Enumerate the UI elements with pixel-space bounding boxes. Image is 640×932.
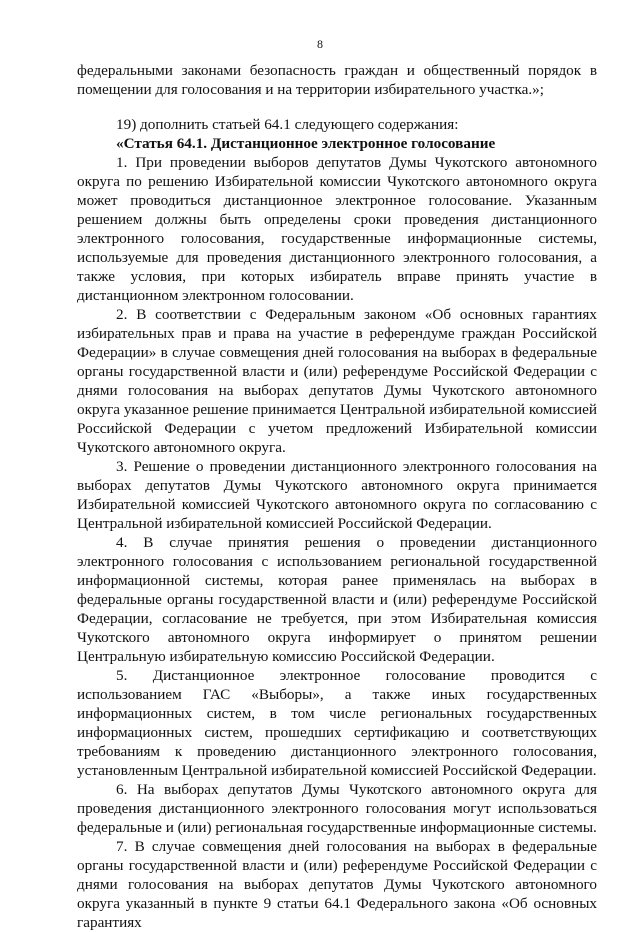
article-clause-7: 7. В случае совмещения дней голосования на выборах в федеральные органы государственной власти и (или) референдуме Российской Федерации с днями голосования на выборах депутатов Думы Чукотского автономного округа указанный в пункте 9 статьи 64.1 Федерального закона «Об основных гарантиях: [77, 838, 597, 931]
document-body: [77, 61, 597, 932]
article-clause-1: 1. При проведении выборов депутатов Думы Чукотского автономного округа по решению Избирательной комиссии Чукотского автономного округа может проводиться дистанционное электронное голосование. Указанным решением должны быть определены сроки проведения дистанционного электронного голосования, государственные информационные системы, используемые для проведения дистанционного электронного голосования, а также условия, при которых избиратель вправе принять участие в дистанционном электронном голосовании.: [77, 154, 597, 304]
article-clause-2: 2. В соответствии с Федеральным законом «Об основных гарантиях избирательных прав и права на участие в референдуме граждан Российской Федерации» в случае совмещения дней голосования на выборах в федеральные органы государственной власти и (или) референдуме Российской Федерации с днями голосования на выборах депутатов Думы Чукотского автономного округа указанное решение принимается Центральной избирательной комиссией Российской Федерации с учетом предложений Избирательной комиссии Чукотского автономного округа.: [77, 306, 597, 456]
article-clause-5: 5. Дистанционное электронное голосование проводится с использованием ГАС «Выборы», а также иных государственных информационных систем, в том числе региональных государственных информационных систем, прошедших сертификацию и соответствующих требованиям к проведению дистанционного электронного голосования, установленным Центральной избирательной комиссией Российской Федерации.: [77, 667, 597, 779]
paragraph-item-19: 19) дополнить статьей 64.1 следующего содержания:: [116, 116, 459, 133]
article-heading: «Статья 64.1. Дистанционное электронное голосование: [116, 135, 496, 152]
page-number: 8: [317, 37, 323, 51]
paragraph-continuation: федеральными законами безопасность граждан и общественный порядок в помещении для голосования и на территории избирательного участка.»;: [77, 62, 597, 98]
article-clause-3: 3. Решение о проведении дистанционного электронного голосования на выборах депутатов Думы Чукотского автономного округа принимается Избирательной комиссией Чукотского автономного округа по согласованию с Центральной избирательной комиссией Российской Федерации.: [77, 458, 597, 532]
article-clause-6: 6. На выборах депутатов Думы Чукотского автономного округа для проведения дистанционного электронного голосования могут использоваться федеральные и (или) региональная государственные информационные системы.: [77, 781, 597, 836]
article-clause-4: 4. В случае принятия решения о проведении дистанционного электронного голосования с использованием региональной государственной информационной системы, которая ранее применялась на выборах в федеральные органы государственной власти и (или) референдуме Российской Федерации, согласование не требуется, при этом Избирательная комиссия Чукотского автономного округа информирует о принятом решении Центральную избирательную комиссию Российской Федерации.: [77, 534, 597, 665]
